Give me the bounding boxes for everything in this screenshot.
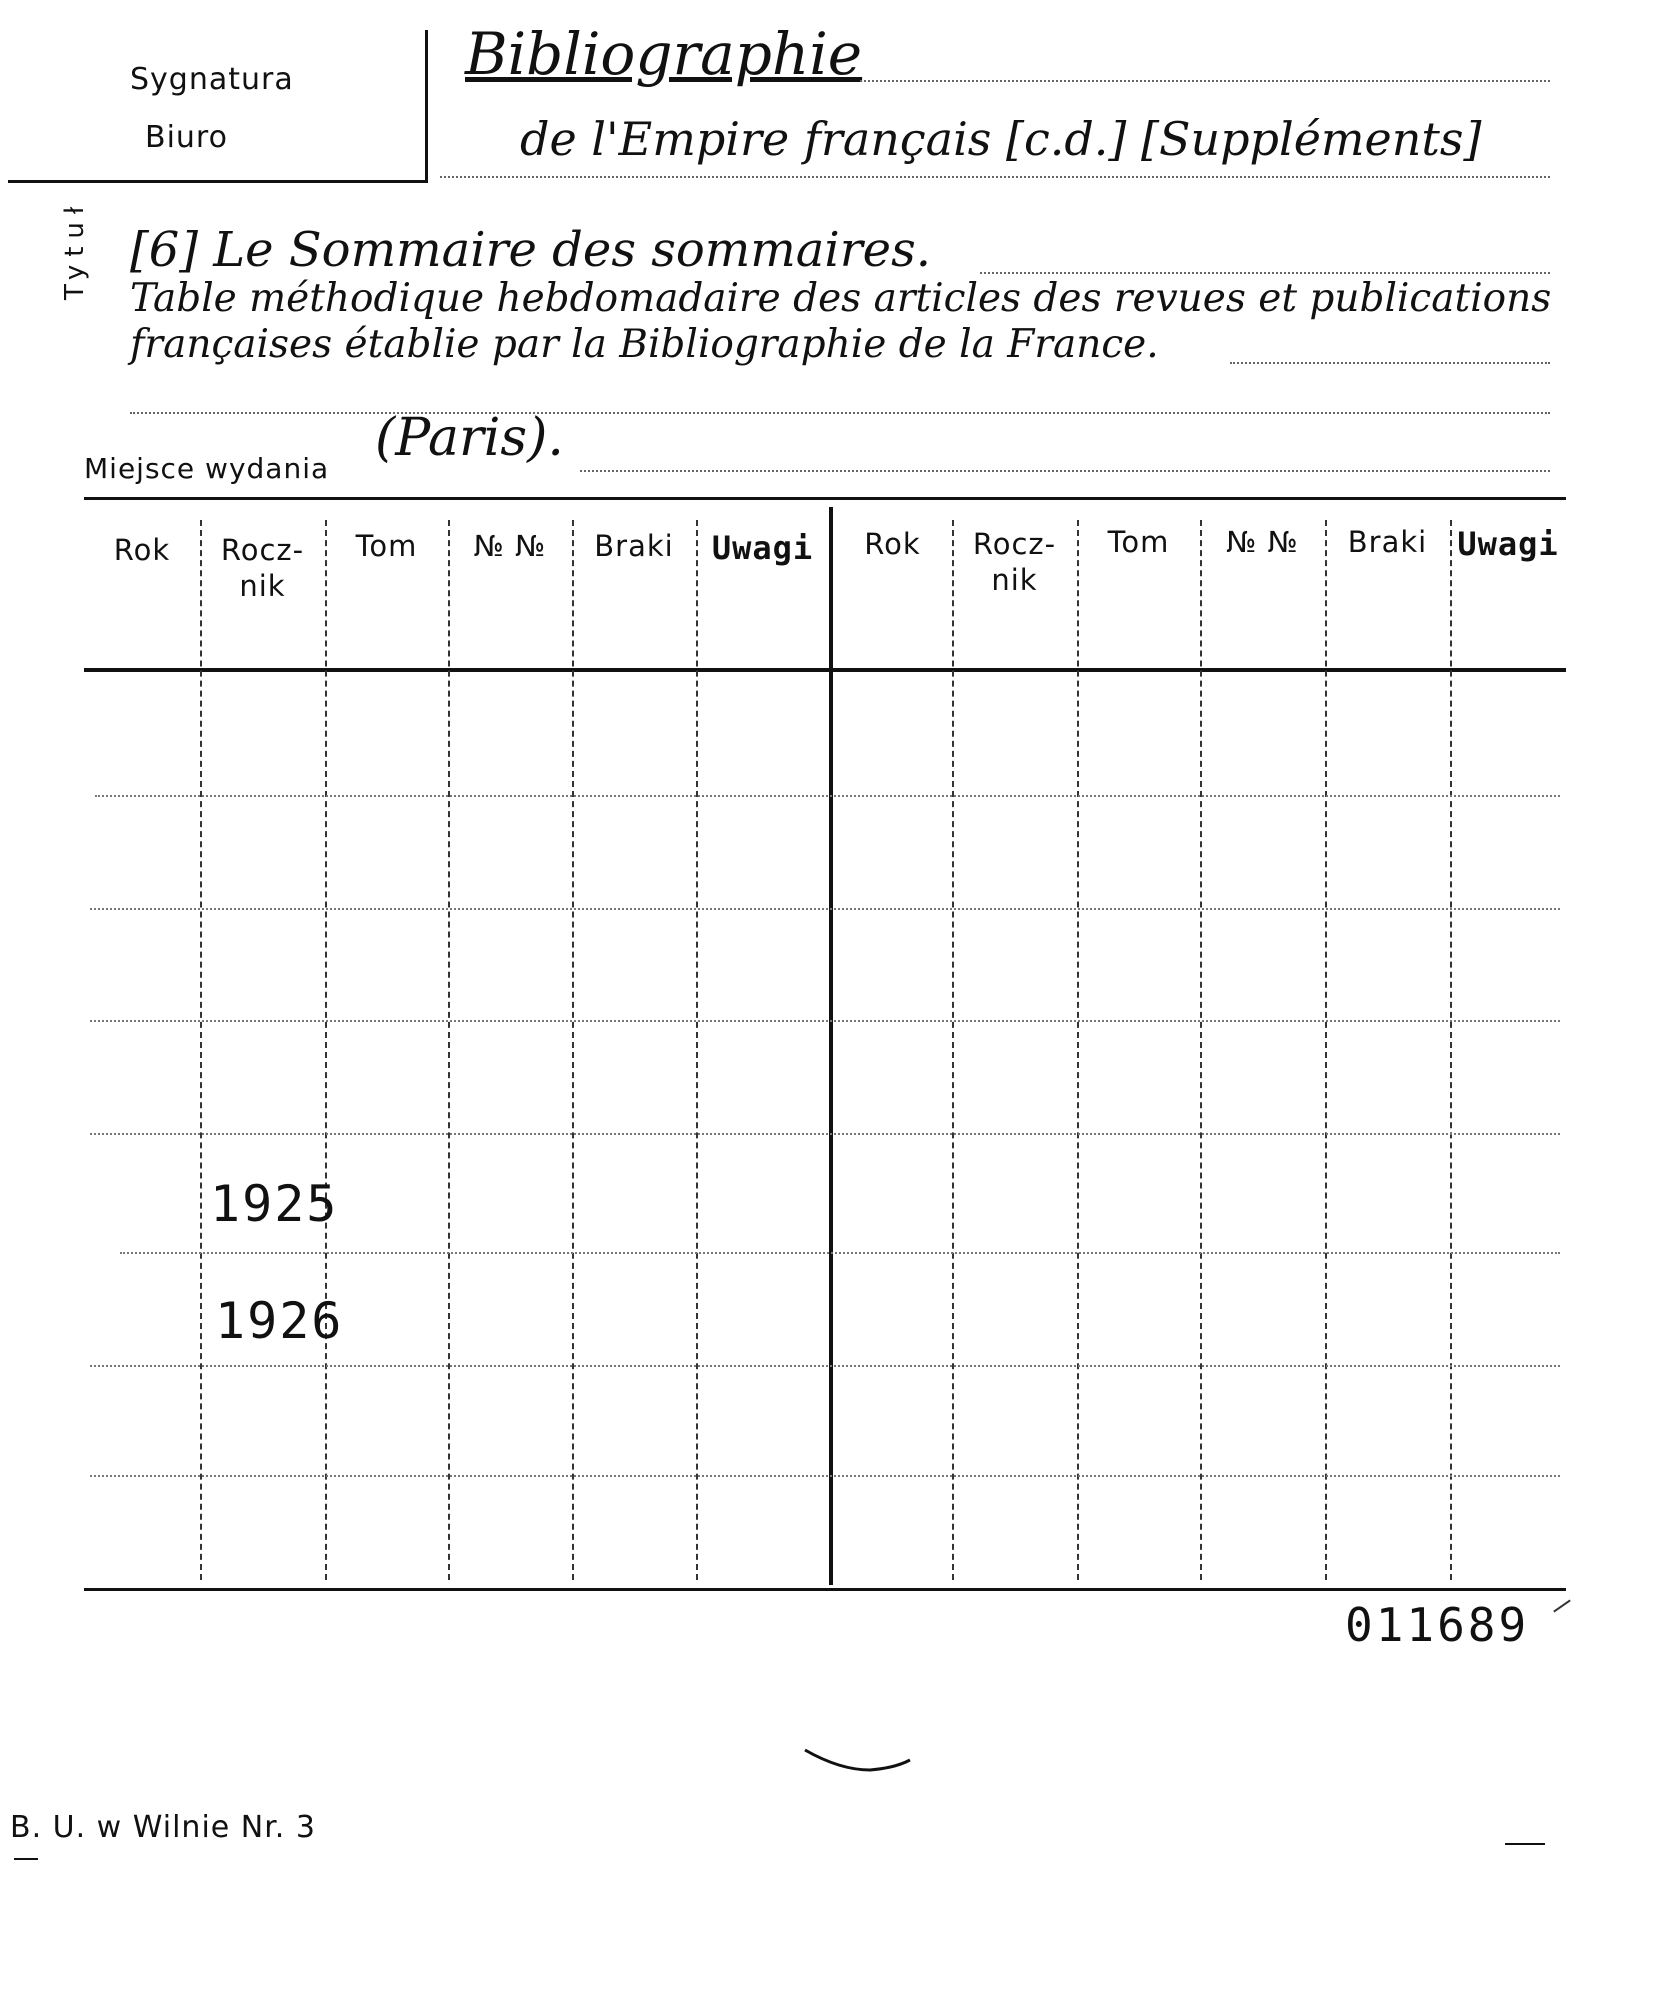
heading-line2-dots (440, 176, 1550, 178)
header-braki: Braki (594, 529, 674, 563)
heading-line1-dots (860, 80, 1550, 82)
row-line (90, 908, 1560, 910)
title-line-3: françaises établie par la Bibliographie de la France. (130, 322, 1159, 367)
header-rocznik: Rocz- nik (972, 527, 1057, 597)
table-header-bottom-border (84, 668, 1566, 672)
header-tom: Tom (355, 529, 418, 563)
row-line (90, 1475, 1560, 1477)
signature-box-bottom-border (8, 180, 428, 183)
rocznik-entry-1926: 1926 (215, 1292, 344, 1350)
table-top-border (84, 497, 1566, 500)
row-line (90, 1133, 1560, 1135)
header-tom: Tom (1107, 525, 1170, 559)
row-line (95, 795, 1560, 797)
header-uwagi: Uwagi (711, 529, 814, 567)
title-line-1: [6] Le Sommaire des sommaires. (130, 222, 931, 278)
row-line (90, 1020, 1560, 1022)
rocznik-entry-1925: 1925 (210, 1175, 339, 1233)
corner-mark (1553, 1599, 1571, 1612)
header-rok: Rok (113, 533, 171, 567)
curved-mark (800, 1740, 920, 1780)
place-dots (580, 470, 1550, 472)
place-value: (Paris). (375, 408, 564, 468)
title-line-2: Table méthodique hebdomadaire des articles des revues et publications (130, 276, 1552, 321)
header-numbers: № № (1226, 525, 1299, 559)
header-uwagi: Uwagi (1457, 525, 1559, 563)
heading-title: Bibliographie (465, 20, 863, 88)
header-rocznik: Rocz- nik (220, 533, 305, 603)
heading-subtitle: de l'Empire français [c.d.] [Suppléments] (520, 112, 1482, 166)
col-sep (325, 520, 327, 1580)
header-rok: Rok (864, 527, 921, 561)
title-label: Tytuł (60, 198, 90, 300)
footer-library-stamp: B. U. w Wilnie Nr. 3 (10, 1810, 316, 1845)
col-sep (1077, 520, 1079, 1580)
office-label: Biuro (145, 120, 228, 155)
footer-left-mark (14, 1858, 38, 1860)
table-bottom-border (84, 1588, 1566, 1591)
footer-right-mark (1505, 1843, 1545, 1845)
header-numbers: № № (473, 529, 547, 563)
place-label: Miejsce wydania (84, 452, 330, 485)
row-line (120, 1252, 1560, 1254)
col-sep (1325, 520, 1327, 1580)
col-sep (572, 520, 574, 1580)
title-line3-dots (1230, 362, 1550, 364)
col-sep (1450, 520, 1452, 1580)
col-sep (200, 520, 202, 1580)
title-line1-dots (980, 272, 1550, 274)
header-braki: Braki (1347, 525, 1428, 559)
title-line4-dots (130, 412, 1550, 414)
card-number: 011689 (1345, 1598, 1530, 1652)
table-center-divider (829, 507, 833, 1585)
col-sep (952, 520, 954, 1580)
signature-label: Sygnatura (130, 62, 294, 97)
col-sep (448, 520, 450, 1580)
row-line (90, 1365, 1560, 1367)
col-sep (1200, 520, 1202, 1580)
signature-box-right-border (425, 30, 428, 180)
col-sep (696, 520, 698, 1580)
